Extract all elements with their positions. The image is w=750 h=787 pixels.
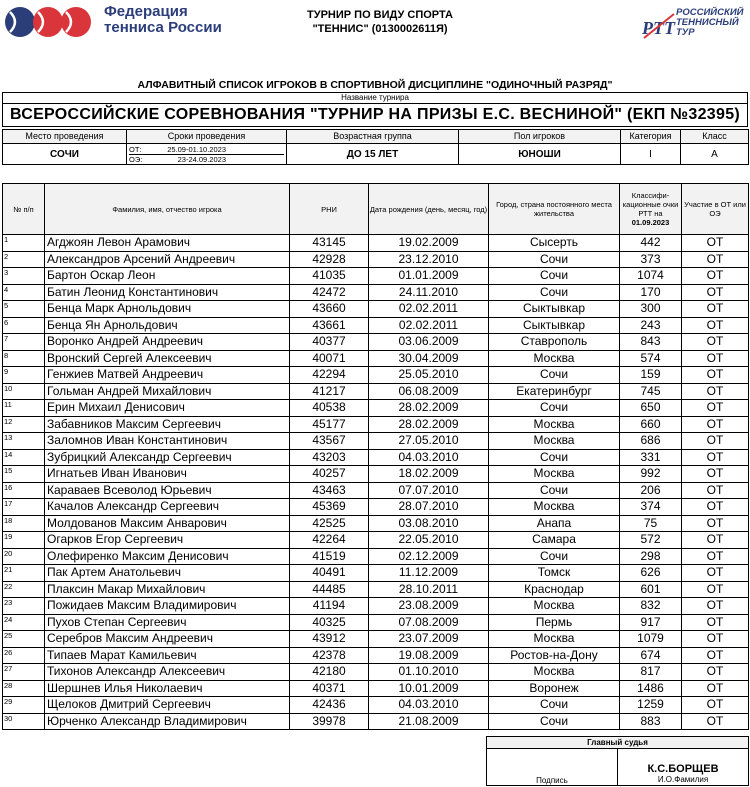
cell-name: Молдованов Максим Анварович (45, 515, 290, 532)
table-row (3, 235, 749, 252)
cell-points: 1486 (620, 680, 682, 697)
cell-city: Самара (489, 532, 620, 549)
cell-num: 16 (3, 482, 45, 499)
cell-name: Бенца Ян Арнольдович (45, 317, 290, 334)
cell-rni: 40371 (290, 680, 369, 697)
cell-part: ОТ (682, 367, 749, 384)
cell-part: ОТ (682, 251, 749, 268)
tournament-type-line1: ТУРНИР ПО ВИДУ СПОРТА (307, 9, 453, 21)
cell-city: Сочи (489, 482, 620, 499)
table-row (3, 301, 749, 318)
cell-num: 12 (3, 416, 45, 433)
table-row (3, 515, 749, 532)
cell-dob: 22.05.2010 (369, 532, 489, 549)
cell-num: 1 (3, 235, 45, 252)
cell-city: Сочи (489, 268, 620, 285)
cell-num: 13 (3, 433, 45, 450)
cell-rni: 43912 (290, 631, 369, 648)
cell-rni: 40325 (290, 614, 369, 631)
table-row (3, 383, 749, 400)
cell-city: Ростов-на-Дону (489, 647, 620, 664)
cell-rni: 43463 (290, 482, 369, 499)
cell-rni: 43660 (290, 301, 369, 318)
tournament-type-line2: "ТЕННИС" (0130002611Я) (312, 23, 448, 35)
cell-rni: 45369 (290, 499, 369, 516)
class-header: Класс (681, 130, 749, 144)
cell-city: Сочи (489, 713, 620, 730)
col-dob: Дата рождения (день, месяц, год) (369, 184, 489, 235)
cell-name: Александров Арсений Андреевич (45, 251, 290, 268)
cell-rni: 42472 (290, 284, 369, 301)
cell-part: ОТ (682, 680, 749, 697)
cell-city: Сыктывкар (489, 301, 620, 318)
cell-dob: 28.10.2011 (369, 581, 489, 598)
cell-rni: 40538 (290, 400, 369, 417)
cell-part: ОТ (682, 449, 749, 466)
cell-points: 1259 (620, 697, 682, 714)
cell-points: 626 (620, 565, 682, 582)
cell-dob: 23.08.2009 (369, 598, 489, 615)
cell-dob: 10.01.2009 (369, 680, 489, 697)
cell-dob: 04.03.2010 (369, 449, 489, 466)
cell-points: 817 (620, 664, 682, 681)
cell-num: 25 (3, 631, 45, 648)
cell-num: 15 (3, 466, 45, 483)
cell-part: ОТ (682, 631, 749, 648)
table-row (3, 664, 749, 681)
cell-city: Сочи (489, 697, 620, 714)
cell-part: ОТ (682, 400, 749, 417)
col-points (620, 184, 682, 235)
cell-part: ОТ (682, 548, 749, 565)
cell-name: Юрченко Александр Владимирович (45, 713, 290, 730)
federation-line1: Федерация (104, 3, 188, 20)
cell-part: ОТ (682, 614, 749, 631)
cell-name: Пухов Степан Сергеевич (45, 614, 290, 631)
cell-points: 686 (620, 433, 682, 450)
cell-part: ОТ (682, 565, 749, 582)
dates-ot-label: ОТ: (129, 144, 142, 154)
cell-dob: 03.08.2010 (369, 515, 489, 532)
table-row (3, 466, 749, 483)
cell-part: ОТ (682, 416, 749, 433)
cell-points: 572 (620, 532, 682, 549)
cell-num: 11 (3, 400, 45, 417)
cell-name: Бартон Оскар Леон (45, 268, 290, 285)
cell-dob: 18.02.2009 (369, 466, 489, 483)
cell-points: 745 (620, 383, 682, 400)
cell-num: 20 (3, 548, 45, 565)
col-participation: Участие в ОТ или ОЭ (682, 184, 749, 235)
cell-name: Качалов Александр Сергеевич (45, 499, 290, 516)
table-row (3, 647, 749, 664)
cell-rni: 44485 (290, 581, 369, 598)
cell-dob: 01.10.2010 (369, 664, 489, 681)
cell-rni: 40491 (290, 565, 369, 582)
col-points-date: 01.09.2023 (631, 218, 670, 227)
judge-name: К.С.БОРЩЕВ (647, 763, 719, 775)
cell-points: 601 (620, 581, 682, 598)
cell-num: 29 (3, 697, 45, 714)
cell-rni: 42294 (290, 367, 369, 384)
cell-rni: 42436 (290, 697, 369, 714)
table-row (3, 532, 749, 549)
dates-header: Сроки проведения (127, 130, 287, 144)
cell-dob: 25.05.2010 (369, 367, 489, 384)
cell-city: Сочи (489, 284, 620, 301)
cell-rni: 43145 (290, 235, 369, 252)
cell-city: Сочи (489, 548, 620, 565)
judge-name-caption: И.О.Фамилия (657, 775, 709, 784)
cell-name: Серебров Максим Андреевич (45, 631, 290, 648)
cell-part: ОТ (682, 515, 749, 532)
table-row (3, 284, 749, 301)
col-city: Город, страна постоянного места жительства (489, 184, 620, 235)
cell-dob: 23.12.2010 (369, 251, 489, 268)
tournament-name-table (2, 92, 748, 127)
cell-num: 28 (3, 680, 45, 697)
cell-dob: 23.07.2009 (369, 631, 489, 648)
cell-points: 331 (620, 449, 682, 466)
cell-city: Сочи (489, 400, 620, 417)
cell-points: 298 (620, 548, 682, 565)
cell-part: ОТ (682, 598, 749, 615)
signature-cell (487, 749, 618, 786)
cell-dob: 03.06.2009 (369, 334, 489, 351)
cell-dob: 19.02.2009 (369, 235, 489, 252)
table-row (3, 350, 749, 367)
cell-dob: 02.02.2011 (369, 317, 489, 334)
cell-points: 660 (620, 416, 682, 433)
cell-points: 1079 (620, 631, 682, 648)
list-title: АЛФАВИТНЫЙ СПИСОК ИГРОКОВ В СПОРТИВНОЙ ДИСЦИПЛИНЕ "ОДИНОЧНЫЙ РАЗРЯД" (137, 79, 613, 91)
cell-num: 22 (3, 581, 45, 598)
cell-points: 917 (620, 614, 682, 631)
cell-name: Генжиев Матвей Андреевич (45, 367, 290, 384)
rtt-line1: РОССИЙСКИЙ (676, 7, 744, 18)
cell-num: 14 (3, 449, 45, 466)
cell-num: 4 (3, 284, 45, 301)
cell-city: Москва (489, 433, 620, 450)
dates-ot: 25.09-01.10.2023 (167, 144, 226, 154)
table-row (3, 268, 749, 285)
tournament-type (260, 8, 500, 36)
cell-city: Сыктывкар (489, 317, 620, 334)
table-row (3, 416, 749, 433)
cell-points: 574 (620, 350, 682, 367)
cell-city: Москва (489, 499, 620, 516)
cell-dob: 24.11.2010 (369, 284, 489, 301)
cell-points: 243 (620, 317, 682, 334)
cell-city: Сысерть (489, 235, 620, 252)
table-row (3, 400, 749, 417)
table-row (3, 251, 749, 268)
cell-points: 75 (620, 515, 682, 532)
col-name: Фамилия, имя, отчество игрока (45, 184, 290, 235)
cell-city: Анапа (489, 515, 620, 532)
age-header: Возрастная группа (287, 130, 459, 144)
cell-city: Пермь (489, 614, 620, 631)
cell-name: Шершнев Илья Николаевич (45, 680, 290, 697)
cell-name: Агджоян Левон Арамович (45, 235, 290, 252)
cell-num: 26 (3, 647, 45, 664)
cell-rni: 42928 (290, 251, 369, 268)
cell-dob: 28.07.2010 (369, 499, 489, 516)
category-value: I (621, 144, 681, 165)
cell-part: ОТ (682, 268, 749, 285)
cell-name: Пак Артем Анатольевич (45, 565, 290, 582)
cell-dob: 01.01.2009 (369, 268, 489, 285)
cell-points: 832 (620, 598, 682, 615)
cell-dob: 11.12.2009 (369, 565, 489, 582)
cell-points: 1074 (620, 268, 682, 285)
cell-city: Москва (489, 350, 620, 367)
cell-name: Типаев Марат Камильевич (45, 647, 290, 664)
cell-part: ОТ (682, 697, 749, 714)
cell-name: Огарков Егор Сергеевич (45, 532, 290, 549)
cell-num: 23 (3, 598, 45, 615)
cell-part: ОТ (682, 581, 749, 598)
cell-rni: 43567 (290, 433, 369, 450)
cell-dob: 30.04.2009 (369, 350, 489, 367)
federation-line2: тенниса России (104, 19, 222, 36)
cell-city: Сочи (489, 251, 620, 268)
cell-points: 170 (620, 284, 682, 301)
table-row (3, 680, 749, 697)
federation-logo (4, 4, 94, 40)
cell-part: ОТ (682, 235, 749, 252)
cell-num: 21 (3, 565, 45, 582)
cell-rni: 41194 (290, 598, 369, 615)
table-row (3, 631, 749, 648)
cell-name: Батин Леонид Константинович (45, 284, 290, 301)
cell-num: 17 (3, 499, 45, 516)
cell-points: 373 (620, 251, 682, 268)
cell-points: 206 (620, 482, 682, 499)
rtt-line3: ТУР (676, 27, 695, 38)
cell-rni: 42378 (290, 647, 369, 664)
cell-dob: 07.07.2010 (369, 482, 489, 499)
cell-part: ОТ (682, 664, 749, 681)
cell-city: Краснодар (489, 581, 620, 598)
cell-points: 442 (620, 235, 682, 252)
cell-name: Караваев Всеволод Юрьевич (45, 482, 290, 499)
cell-name: Олефиренко Максим Денисович (45, 548, 290, 565)
judge-title: Главный судья (487, 737, 749, 749)
cell-part: ОТ (682, 647, 749, 664)
cell-num: 2 (3, 251, 45, 268)
cell-num: 8 (3, 350, 45, 367)
col-points-label: Классифи-кационные очки РТТ на (622, 191, 679, 218)
cell-part: ОТ (682, 532, 749, 549)
cell-dob: 06.08.2009 (369, 383, 489, 400)
table-row (3, 548, 749, 565)
cell-dob: 02.02.2011 (369, 301, 489, 318)
table-row (3, 565, 749, 582)
cell-num: 3 (3, 268, 45, 285)
cell-part: ОТ (682, 334, 749, 351)
cell-city: Москва (489, 466, 620, 483)
cell-rni: 42525 (290, 515, 369, 532)
cell-num: 18 (3, 515, 45, 532)
cell-rni: 41217 (290, 383, 369, 400)
cell-rni: 43203 (290, 449, 369, 466)
tournament-name: ВСЕРОССИЙСКИЕ СОРЕВНОВАНИЯ "ТУРНИР НА ПРИЗЫ Е.С. ВЕСНИНОЙ" (ЕКП №32395) (3, 104, 748, 127)
cell-city: Воронеж (489, 680, 620, 697)
dates-value (127, 144, 287, 165)
cell-rni: 40377 (290, 334, 369, 351)
age-value: ДО 15 ЛЕТ (287, 144, 459, 165)
cell-name: Гольман Андрей Михайлович (45, 383, 290, 400)
cell-points: 992 (620, 466, 682, 483)
cell-points: 374 (620, 499, 682, 516)
cell-num: 19 (3, 532, 45, 549)
cell-name: Зубрицкий Александр Сергеевич (45, 449, 290, 466)
cell-city: Сочи (489, 367, 620, 384)
cell-points: 300 (620, 301, 682, 318)
cell-part: ОТ (682, 317, 749, 334)
cell-points: 843 (620, 334, 682, 351)
cell-name: Вронский Сергей Алексеевич (45, 350, 290, 367)
cell-rni: 39978 (290, 713, 369, 730)
col-num: № п/п (3, 184, 45, 235)
gender-header: Пол игроков (459, 130, 621, 144)
cell-city: Москва (489, 631, 620, 648)
tournament-name-caption: Название турнира (3, 93, 748, 104)
cell-rni: 40071 (290, 350, 369, 367)
cell-rni: 42180 (290, 664, 369, 681)
players-table (2, 183, 749, 730)
cell-name: Пожидаев Максим Владимирович (45, 598, 290, 615)
cell-city: Ставрополь (489, 334, 620, 351)
tournament-info-table (2, 129, 749, 165)
cell-name: Щелоков Дмитрий Сергеевич (45, 697, 290, 714)
cell-num: 30 (3, 713, 45, 730)
cell-dob: 27.05.2010 (369, 433, 489, 450)
cell-city: Томск (489, 565, 620, 582)
table-row (3, 482, 749, 499)
dates-oe-label: ОЭ: (129, 154, 143, 164)
cell-points: 650 (620, 400, 682, 417)
cell-num: 9 (3, 367, 45, 384)
table-row (3, 367, 749, 384)
rtt-line2: ТЕННИСНЫЙ (676, 17, 739, 28)
table-row (3, 697, 749, 714)
cell-part: ОТ (682, 466, 749, 483)
rtt-mark: РТТ (642, 18, 675, 38)
cell-name: Воронко Андрей Андреевич (45, 334, 290, 351)
cell-name: Тихонов Александр Алексеевич (45, 664, 290, 681)
col-rni: РНИ (290, 184, 369, 235)
cell-num: 7 (3, 334, 45, 351)
table-row (3, 598, 749, 615)
cell-points: 159 (620, 367, 682, 384)
cell-num: 24 (3, 614, 45, 631)
cell-rni: 41035 (290, 268, 369, 285)
cell-points: 674 (620, 647, 682, 664)
cell-dob: 21.08.2009 (369, 713, 489, 730)
dates-oe: 23-24.09.2023 (177, 154, 226, 164)
cell-city: Москва (489, 664, 620, 681)
cell-num: 5 (3, 301, 45, 318)
venue-header: Место проведения (3, 130, 127, 144)
cell-city: Сочи (489, 449, 620, 466)
cell-dob: 07.08.2009 (369, 614, 489, 631)
venue-value: СОЧИ (3, 144, 127, 165)
cell-part: ОТ (682, 383, 749, 400)
cell-dob: 02.12.2009 (369, 548, 489, 565)
cell-part: ОТ (682, 433, 749, 450)
cell-name: Игнатьев Иван Иванович (45, 466, 290, 483)
table-row (3, 449, 749, 466)
cell-num: 6 (3, 317, 45, 334)
cell-name: Бенца Марк Арнольдович (45, 301, 290, 318)
cell-name: Плаксин Макар Михайлович (45, 581, 290, 598)
federation-name (104, 4, 222, 36)
category-header: Категория (621, 130, 681, 144)
cell-part: ОТ (682, 713, 749, 730)
cell-part: ОТ (682, 284, 749, 301)
signature-caption: Подпись (536, 776, 568, 785)
cell-dob: 28.02.2009 (369, 400, 489, 417)
gender-value: ЮНОШИ (459, 144, 621, 165)
cell-name: Ерин Михаил Денисович (45, 400, 290, 417)
cell-city: Екатеринбург (489, 383, 620, 400)
cell-name: Забавников Максим Сергеевич (45, 416, 290, 433)
cell-rni: 42264 (290, 532, 369, 549)
judge-name-cell (618, 749, 749, 786)
table-row (3, 581, 749, 598)
judge-table (486, 736, 749, 786)
table-row (3, 713, 749, 730)
cell-rni: 43661 (290, 317, 369, 334)
cell-part: ОТ (682, 350, 749, 367)
table-row (3, 433, 749, 450)
cell-points: 883 (620, 713, 682, 730)
cell-part: ОТ (682, 301, 749, 318)
cell-rni: 41519 (290, 548, 369, 565)
cell-dob: 04.03.2010 (369, 697, 489, 714)
class-value: А (681, 144, 749, 165)
cell-name: Заломнов Иван Константинович (45, 433, 290, 450)
cell-city: Москва (489, 416, 620, 433)
cell-rni: 40257 (290, 466, 369, 483)
cell-part: ОТ (682, 499, 749, 516)
table-row (3, 499, 749, 516)
table-row (3, 317, 749, 334)
table-row (3, 614, 749, 631)
table-row (3, 334, 749, 351)
cell-rni: 45177 (290, 416, 369, 433)
cell-num: 10 (3, 383, 45, 400)
players-body (3, 235, 749, 730)
cell-part: ОТ (682, 482, 749, 499)
rtt-logo (640, 8, 744, 44)
cell-city: Москва (489, 598, 620, 615)
cell-dob: 19.08.2009 (369, 647, 489, 664)
cell-num: 27 (3, 664, 45, 681)
cell-dob: 28.02.2009 (369, 416, 489, 433)
